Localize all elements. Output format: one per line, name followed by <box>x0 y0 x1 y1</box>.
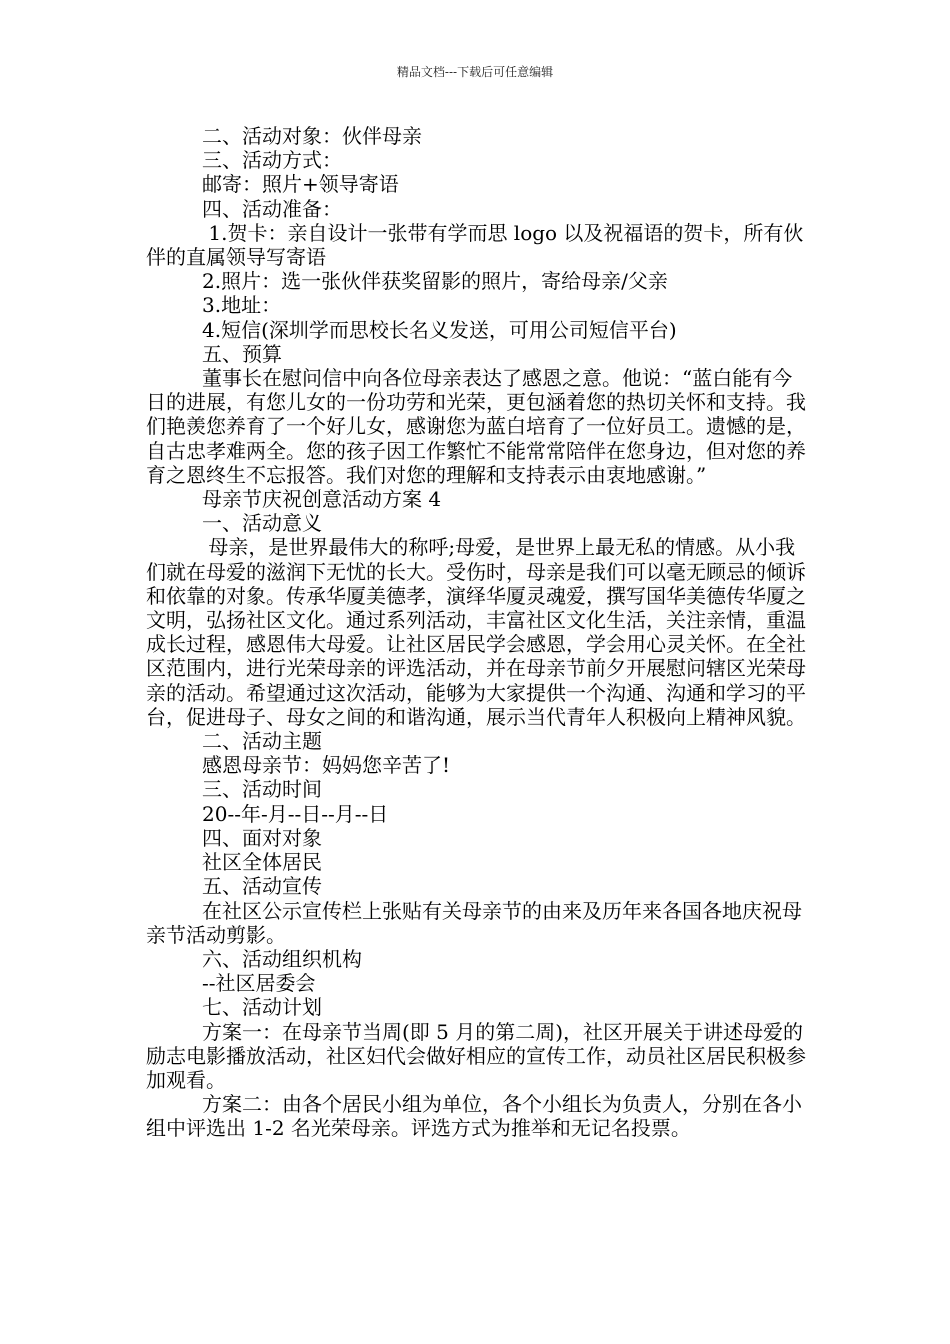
section-heading-target: 二、活动对象：伙伴母亲 <box>202 124 422 148</box>
paragraph-plan-two: 方案二：由各个居民小组为单位，各个小组长为负责人，分别在各小组中评选出 1-2 名光荣母亲。评选方式为推举和无记名投票。 <box>146 1092 802 1141</box>
document-title-plan-4: 母亲节庆祝创意活动方案 4 <box>202 487 442 512</box>
section-heading-method: 三、活动方式： <box>202 148 342 173</box>
section-heading-time: 三、活动时间 <box>202 777 322 802</box>
paragraph-meaning: 母亲，是世界最伟大的称呼;母爱，是世界上最无私的情感。从小我们就在母爱的滋润下无忧的长大。受伤时，母亲是我们可以毫无顾忌的倾诉和依靠的对象。传承华厦美德孝，演绎华厦灵魂爱，撰写国华美德传华厦之文明，弘扬社区文化。通过系列活动，丰富社区文化生活，关注亲情，重温成长过程，感恩伟大母爱。让社区居民学会感恩，学会用心灵关怀。在全社区范围内，进行光荣母亲的评选活动，并在母亲节前夕开展慰问辖区光荣母亲的活动。希望通过这次活动，能够为大家提供一个沟通、沟通和学习的平台，促进母子、母女之间的和谐沟通，展示当代青年人积极向上精神风貌。 <box>146 535 806 729</box>
paragraph-plan-one: 方案一：在母亲节当周(即 5 月的第二周)，社区开展关于讲述母爱的励志电影播放活动，社区妇代会做好相应的宣传工作，动员社区居民积极参加观看。 <box>146 1019 806 1092</box>
section-heading-budget: 五、预算 <box>202 341 282 366</box>
paragraph-organizer: --社区居委会 <box>202 971 316 996</box>
paragraph-letter: 董事长在慰问信中向各位母亲表达了感恩之意。他说：“蓝白能有今日的进展，有您儿女的一份功劳和光荣，更包涵着您的热切关怀和支持。我们艳羡您养育了一个好儿女，感谢您为蓝白培育了一位好员工。遗憾的是，自古忠孝难两全。您的孩子因工作繁忙不能常常陪伴在您身边，但对您的养育之恩终生不忘报答。我们对您的理解和支持表示由衷地感谢。” <box>146 366 806 487</box>
list-item-photo: 2.照片：选一张伙伴获奖留影的照片，寄给母亲/父亲 <box>202 269 668 294</box>
paragraph-theme: 感恩母亲节：妈妈您辛苦了! <box>202 753 451 778</box>
section-heading-plan: 七、活动计划 <box>202 995 322 1020</box>
section-heading-preparation: 四、活动准备： <box>202 196 342 221</box>
paragraph-mail: 邮寄：照片+领导寄语 <box>202 172 399 197</box>
section-heading-theme: 二、活动主题 <box>202 729 322 754</box>
section-heading-meaning: 一、活动意义 <box>202 511 322 536</box>
section-heading-promotion: 五、活动宣传 <box>202 874 322 899</box>
paragraph-audience: 社区全体居民 <box>202 850 322 875</box>
section-heading-organizer: 六、活动组织机构 <box>202 946 362 971</box>
paragraph-time: 20--年-月--日--月--日 <box>202 801 389 826</box>
paragraph-promotion: 在社区公示宣传栏上张贴有关母亲节的由来及历年来各国各地庆祝母亲节活动剪影。 <box>146 898 802 947</box>
list-item-address: 3.地址： <box>202 293 282 318</box>
list-item-card: 1.贺卡：亲自设计一张带有学而思 logo 以及祝福语的贺卡，所有伙伴的直属领导写寄语 <box>146 220 804 270</box>
section-heading-audience: 四、面对对象 <box>202 825 322 850</box>
document-body <box>146 124 810 1141</box>
page-header: 精品文档---下载后可任意编辑 <box>396 65 554 79</box>
list-item-sms: 4.短信(深圳学而思校长名义发送，可用公司短信平台) <box>202 317 677 342</box>
